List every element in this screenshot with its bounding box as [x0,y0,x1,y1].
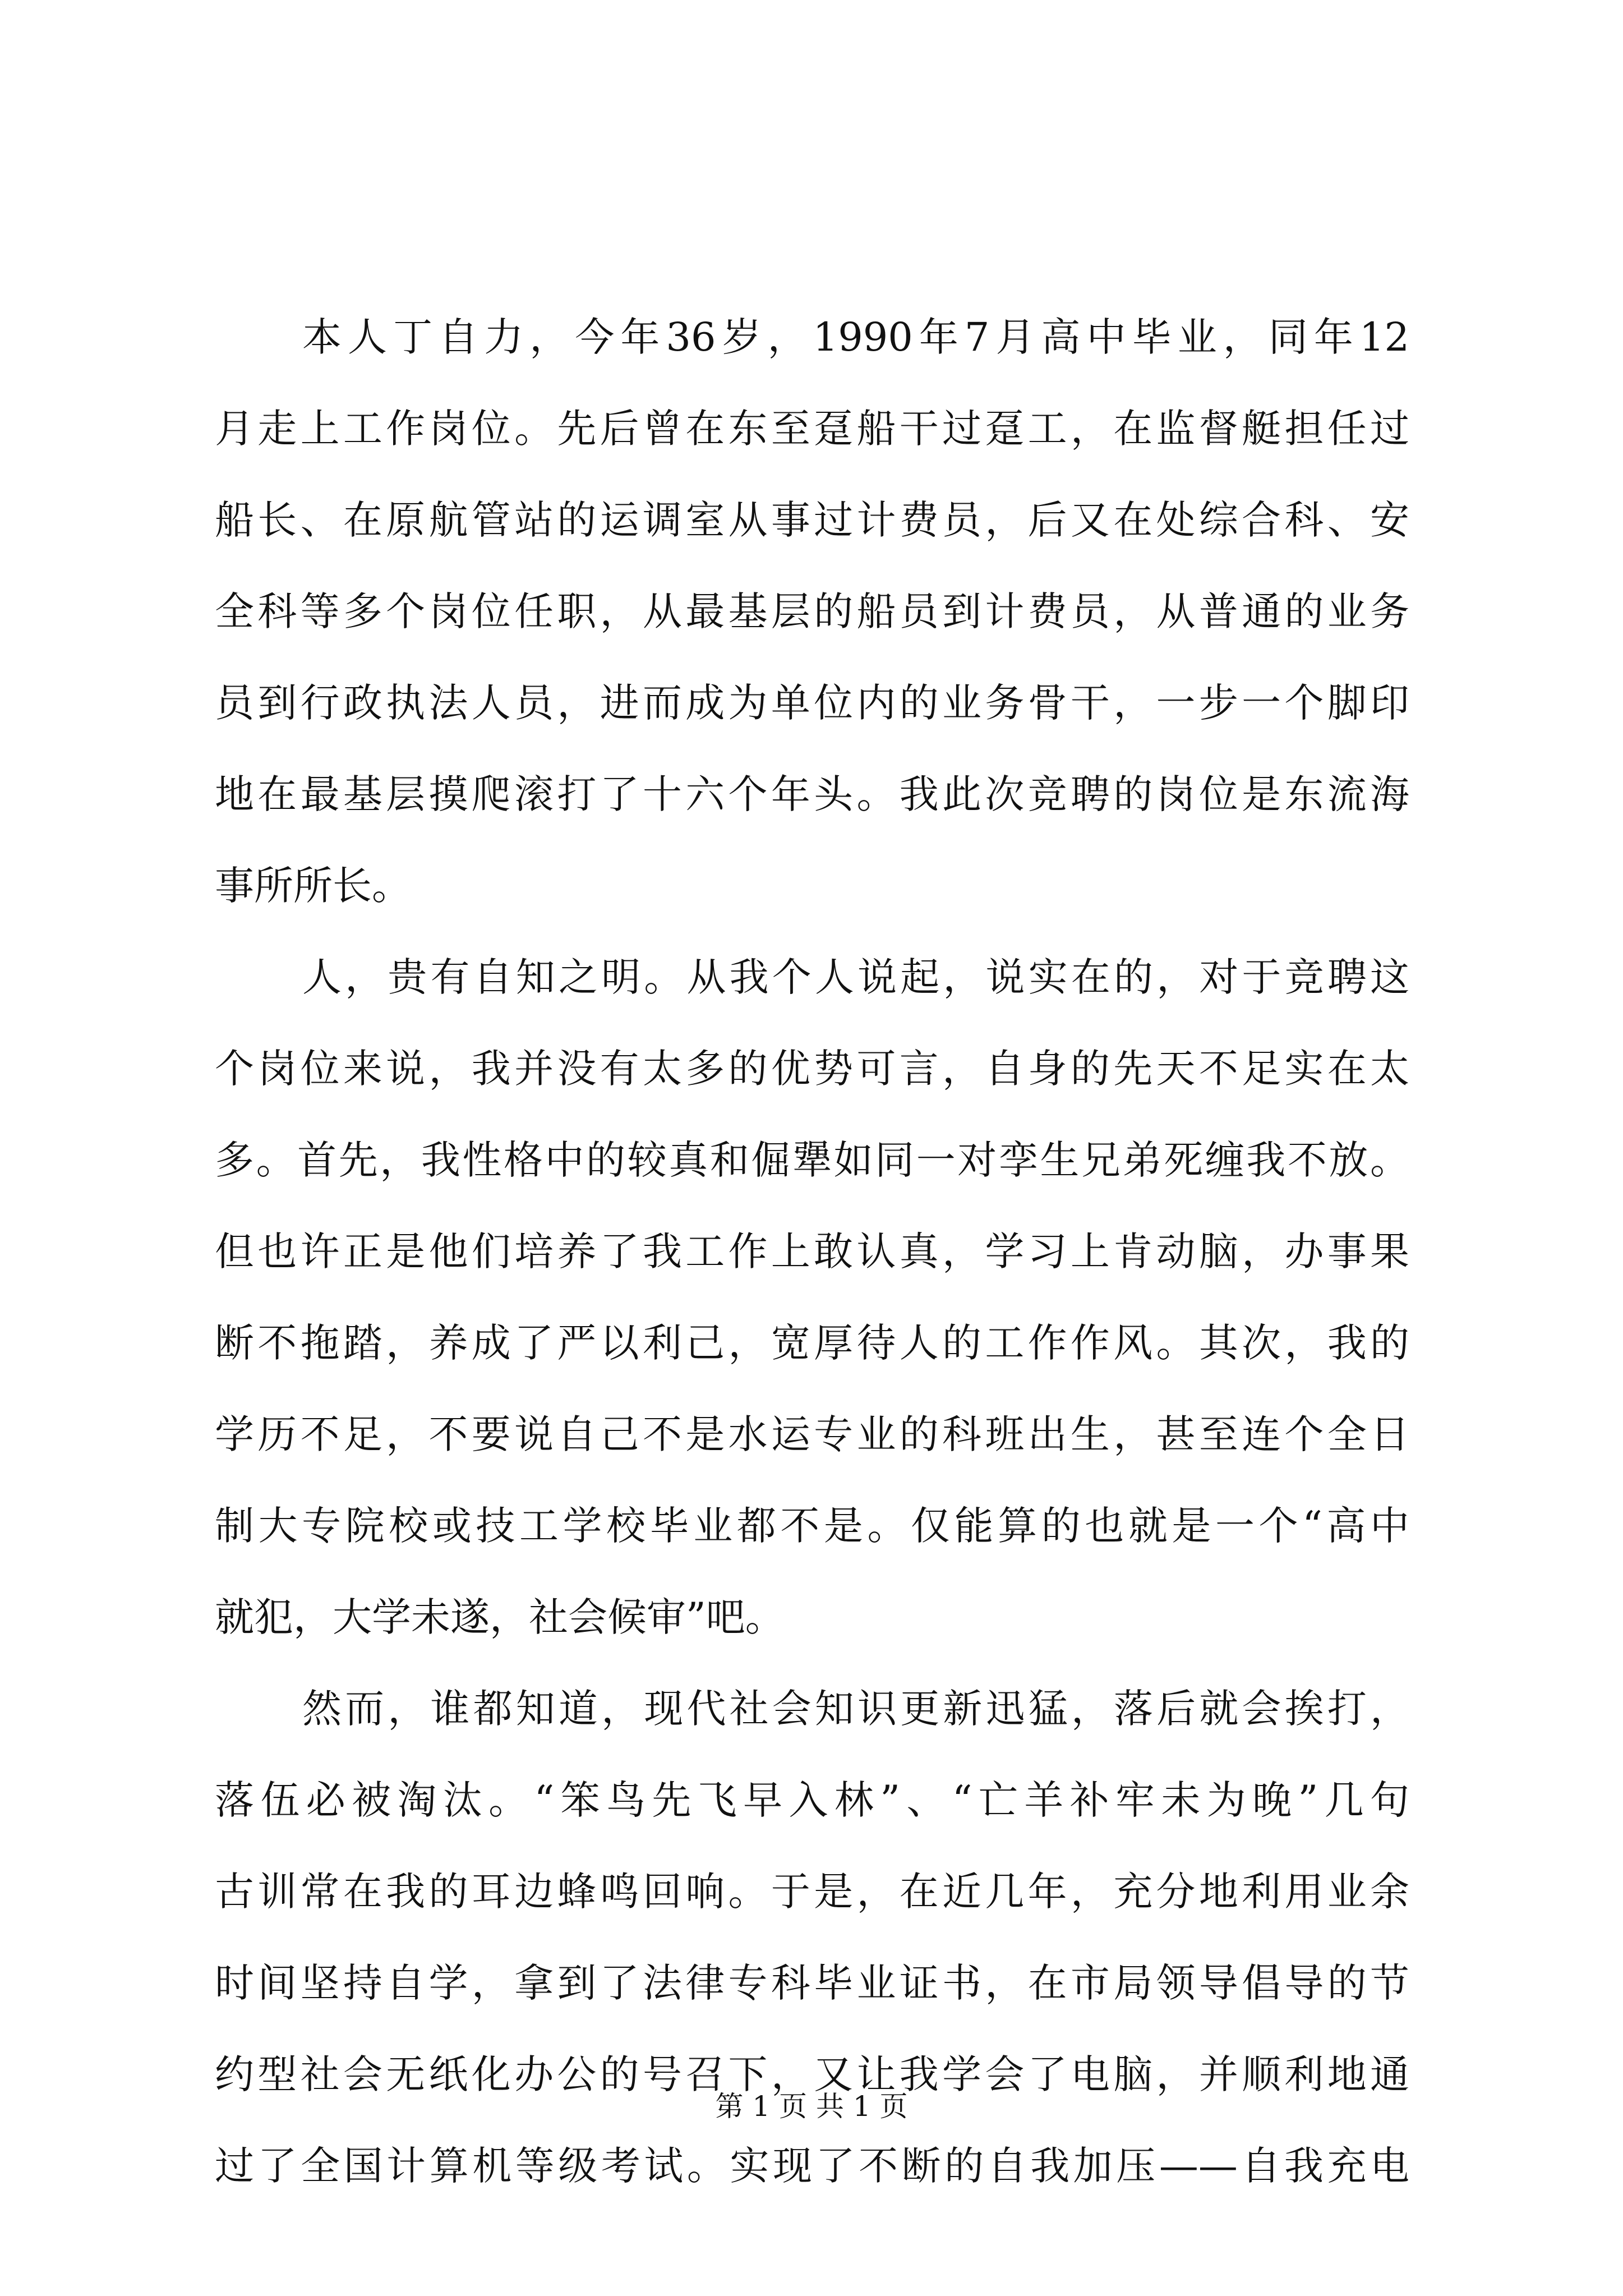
paragraph-3-line-6: 过了全国计算机等级考试。实现了不断的自我加压——自我充电 [215,2143,1409,2189]
paragraph-2-line-5: 断不拖踏，养成了严以利己，宽厚待人的工作作风。其次，我的 [215,1320,1409,1366]
paragraph-2-line-7: 制大专院校或技工学校毕业都不是。仅能算的也就是一个“高中 [215,1503,1409,1549]
paragraph-1-line-3: 船长、在原航管站的运调室从事过计费员，后又在处综合科、安 [215,497,1409,543]
paragraph-1-line-5: 员到行政执法人员，进而成为单位内的业务骨干，一步一个脚印 [215,680,1409,726]
paragraph-1-line-7: 事所所长。 [215,863,411,909]
paragraph-2-line-1: 人，贵有自知之明。从我个人说起，说实在的，对于竞聘这 [302,954,1409,1000]
paragraph-1-line-4: 全科等多个岗位任职，从最基层的船员到计费员，从普通的业务 [215,588,1409,634]
page-number-footer: 第 1 页 共 1 页 [715,2090,908,2123]
document-body [215,292,1409,2212]
paragraph-3-line-2: 落伍必被淘汰。“笨鸟先飞早入林”、“亡羊补牢未为晚”几句 [215,1777,1409,1823]
paragraph-3-line-4: 时间坚持自学，拿到了法律专科毕业证书，在市局领导倡导的节 [215,1960,1409,2006]
paragraph-2-line-8: 就犯，大学未遂，社会候审”吧。 [215,1594,785,1640]
paragraph-3-line-5: 约型社会无纸化办公的号召下，又让我学会了电脑，并顺利地通 [215,2051,1409,2097]
paragraph-2-line-4: 但也许正是他们培养了我工作上敢认真，学习上肯动脑，办事果 [215,1228,1409,1274]
paragraph-2-line-6: 学历不足，不要说自己不是水运专业的科班出生，甚至连个全日 [215,1411,1409,1457]
paragraph-1-line-1: 本人丁自力，今年36岁，1990年7月高中毕业，同年12 [302,314,1409,360]
paragraph-1-line-2: 月走上工作岗位。先后曾在东至趸船干过趸工，在监督艇担任过 [215,406,1409,452]
paragraph-3-line-3: 古训常在我的耳边蜂鸣回响。于是，在近几年，充分地利用业余 [215,1869,1409,1915]
paragraph-2-line-3: 多。首先，我性格中的较真和倔犟如同一对孪生兄弟死缠我不放。 [215,1137,1409,1183]
paragraph-2-line-2: 个岗位来说，我并没有太多的优势可言，自身的先天不足实在太 [215,1046,1409,1092]
paragraph-3-line-1: 然而，谁都知道，现代社会知识更新迅猛，落后就会挨打， [302,1686,1409,1732]
paragraph-1-line-6: 地在最基层摸爬滚打了十六个年头。我此次竞聘的岗位是东流海 [215,771,1409,817]
